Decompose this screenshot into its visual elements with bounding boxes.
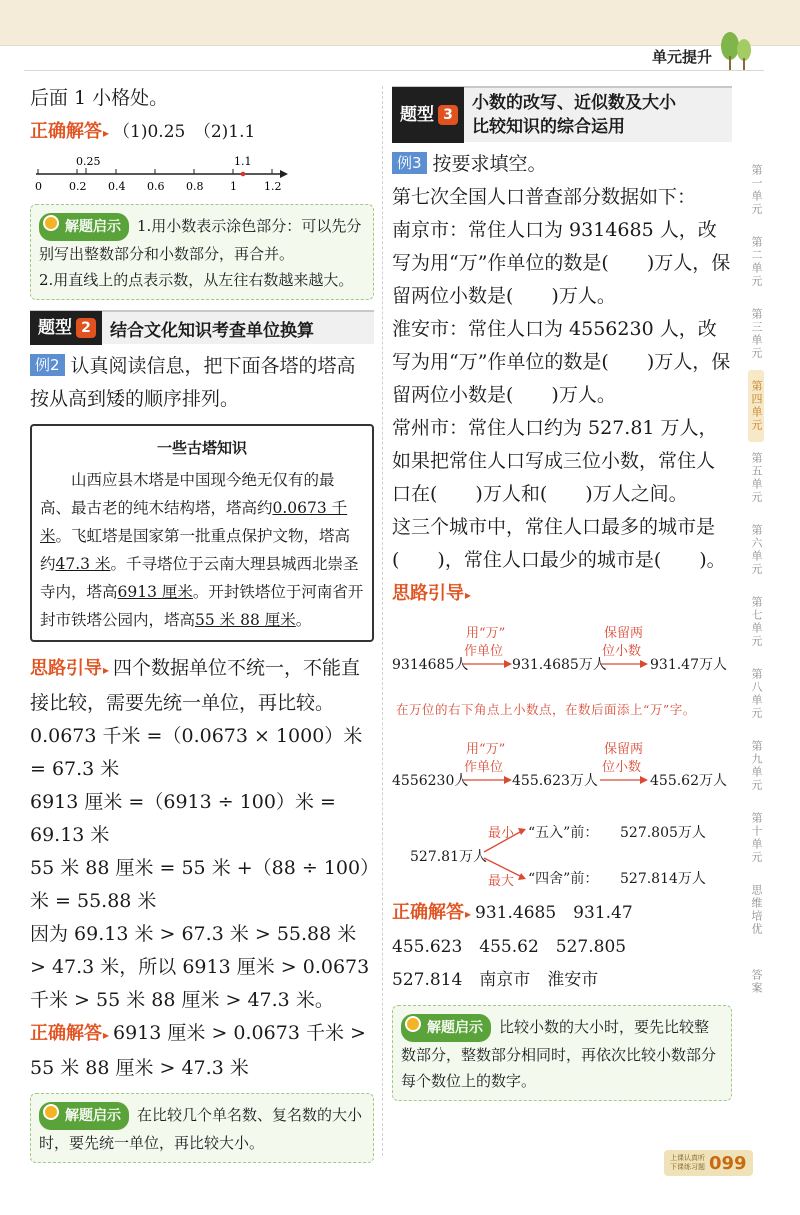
example2-tag: 例2 [30, 354, 65, 376]
flow-label: 用“万” [466, 742, 506, 757]
info-box [30, 424, 374, 642]
answer1-text: （1)0.25 （2)1.1 [113, 122, 256, 142]
type3-title-line: 小数的改写、近似数及大小 [472, 93, 676, 113]
flow-mid: 931.4685万人 [512, 657, 607, 673]
tip-line-1: 1.用小数表示涂色部分：可以先分别写出整数部分和小数部分，再合并。 [39, 217, 362, 263]
info-box-title: 一些古塔知识 [156, 439, 247, 457]
flow-note: 在万位的右下角点上小数点，在数后面添上“万”字。 [396, 702, 696, 717]
side-tab[interactable]: 答案 [750, 969, 763, 995]
flow-label: 位小数 [602, 644, 642, 659]
tip-badge [39, 1102, 129, 1130]
info-value: 0.0673 千米 [40, 499, 348, 545]
type3-number: 3 [438, 105, 458, 125]
side-tab[interactable]: 第九单元 [750, 740, 763, 792]
type3-tag [392, 87, 464, 143]
flow-diagram-1 [392, 612, 732, 704]
calc-line: 6913 厘米 =（6913 ÷ 100）米 = 69.13 米 [30, 791, 336, 846]
right-column [392, 82, 732, 1111]
example3-tag: 例3 [392, 152, 427, 174]
side-tab[interactable]: 第六单元 [750, 524, 763, 576]
number-line-label: 0.2 [69, 180, 87, 193]
guide-label: 思路引导 [392, 583, 464, 604]
number-line-mark: 1.1 [234, 155, 252, 168]
flow-label: 最小 [488, 826, 515, 841]
answer1-line [30, 115, 374, 150]
answer-line: 455.623 455.62 527.805 [392, 937, 627, 957]
tip-line-2: 2.用直线上的点表示数，从左往右数越来越大。 [39, 271, 354, 289]
number-line-mark: 0.25 [76, 155, 101, 168]
guide-text: 四个数据单位不统一，不能直接比较，需要先统一单位，再比较。 [30, 657, 361, 714]
flow-value: 527.805万人 [620, 825, 706, 841]
flow-label: 用“万” [466, 626, 506, 641]
type3-tag-label: 题型 [400, 105, 434, 125]
type2-tag [30, 311, 102, 345]
number-line-label: 0.6 [147, 180, 165, 193]
info-text: 山西应县木塔是中国现今绝无仅有的最高、最古老的纯木结构塔，塔高约 [40, 471, 335, 517]
header-rule [24, 70, 764, 71]
type2-title: 结合文化知识考查单位换算 [110, 320, 314, 341]
guide-line [392, 577, 732, 612]
flow-start: 4556230人 [392, 773, 469, 789]
side-tab[interactable]: 第八单元 [750, 668, 763, 720]
question-paragraph: 淮安市：常住人口为 4556230 人，改写为用“万”作单位的数是( )万人，保留两位小数是( )万人。 [392, 318, 731, 406]
triangle-icon: ▸ [103, 126, 110, 140]
side-tab[interactable]: 思维培优 [750, 884, 763, 936]
page-number: 099 [709, 1152, 747, 1174]
flow-end: 455.62万人 [650, 773, 727, 789]
info-value: 6913 厘米 [117, 583, 193, 601]
flow-rule: “四舍”前： [528, 871, 599, 887]
flow-label: 最大 [488, 874, 515, 889]
example2-line [30, 350, 374, 416]
tree-icon [718, 30, 754, 70]
side-tab[interactable]: 第十单元 [750, 812, 763, 864]
lightbulb-icon [43, 1104, 59, 1120]
answer-line [392, 896, 732, 931]
question-paragraph: 常州市：常住人口约为 527.81 万人，如果把常住人口写成三位小数，常住人口在( )万人和( )万人之间。 [392, 417, 718, 505]
calc-line: 55 米 88 厘米 = 55 米 +（88 ÷ 100）米 = 55.88 米 [30, 857, 370, 912]
flow-label: 保留两 [604, 626, 644, 641]
flow-label: 保留两 [604, 742, 644, 757]
lightbulb-icon [405, 1016, 421, 1032]
answer-label: 正确解答 [392, 902, 464, 923]
flow-diagram-3 [392, 820, 732, 890]
info-text: 。飞虹塔是国家第一批重点保护文物，塔高约 [40, 527, 351, 573]
side-tab[interactable]: 第三单元 [750, 308, 763, 360]
page-badge-caption [670, 1154, 705, 1172]
example2-text: 认真阅读信息，把下面各塔的塔高按从高到矮的顺序排列。 [30, 355, 356, 410]
answer2-text: 6913 厘米 > 0.0673 千米 > 55 米 88 厘米 > 47.3 米 [30, 1022, 366, 1079]
continuation-text: 后面 1 小格处。 [30, 87, 169, 109]
number-line-label: 0.4 [108, 180, 126, 193]
unit-title: 单元提升 [652, 48, 713, 66]
example3-line [392, 148, 732, 181]
tip-box [30, 1093, 374, 1163]
number-line [30, 152, 290, 196]
page-badge-caption-line: 上课认真听 [670, 1154, 705, 1162]
flow-end: 931.47万人 [650, 657, 727, 673]
type3-banner [392, 86, 732, 142]
question-paragraph: 第七次全国人口普查部分数据如下： [392, 186, 697, 208]
example3-text: 按要求填空。 [432, 153, 547, 175]
side-tab[interactable]: 第七单元 [750, 596, 763, 648]
side-tab-active[interactable]: 第四单元 [748, 370, 764, 442]
flow-label: 作单位 [464, 760, 504, 775]
number-line-label: 0 [35, 180, 42, 193]
column-divider [382, 86, 383, 1156]
number-line-label: 1.2 [264, 180, 282, 193]
guide-line [30, 652, 374, 720]
flow-value: 527.814万人 [620, 871, 706, 887]
tip-badge-label: 解题启示 [65, 1108, 121, 1124]
flow-diagram-2 [392, 728, 732, 820]
tip-badge [401, 1014, 491, 1042]
question-paragraph: 这三个城市中，常住人口最多的城市是( )，常住人口最少的城市是( )。 [392, 516, 726, 571]
flow-label: 位小数 [602, 760, 642, 775]
info-box-body [40, 466, 364, 634]
answer1-label: 正确解答 [30, 121, 102, 142]
flow-mid: 455.623万人 [512, 773, 598, 789]
type2-number: 2 [76, 318, 96, 338]
type3-title-line: 比较知识的综合运用 [472, 117, 625, 137]
info-text: 。千寻塔位于云南大理县城西北崇圣寺内，塔高 [40, 555, 359, 601]
info-value: 47.3 米 [55, 555, 111, 573]
lightbulb-icon [43, 215, 59, 231]
flow-label: 作单位 [464, 644, 504, 659]
side-tab[interactable]: 第一单元 [750, 164, 763, 216]
tip-text: 比较小数的大小时，要先比较整数部分，整数部分相同时，再依次比较小数部分每个数位上的数字。 [401, 1018, 717, 1090]
tip-badge [39, 213, 129, 241]
flow-start: 527.81万人 [410, 849, 487, 865]
triangle-icon: ▸ [465, 588, 472, 602]
answer2-label: 正确解答 [30, 1023, 102, 1044]
triangle-icon: ▸ [465, 907, 472, 921]
tip-box [392, 1005, 732, 1101]
number-line-label: 1 [230, 180, 237, 193]
side-tab[interactable]: 第五单元 [750, 452, 763, 504]
type2-banner [30, 310, 374, 344]
answer2-line [30, 1017, 374, 1085]
info-text: 。 [295, 611, 312, 629]
triangle-icon: ▸ [103, 663, 110, 677]
tip-badge-label: 解题启示 [427, 1020, 483, 1036]
type3-title [464, 91, 676, 139]
flow-start: 9314685人 [392, 657, 469, 673]
flow-rule: “五入”前： [528, 825, 599, 841]
calc-line: 0.0673 千米 =（0.0673 × 1000）米 = 67.3 米 [30, 725, 363, 780]
info-text: 。开封铁塔位于河南省开封市铁塔公园内，塔高 [40, 583, 364, 629]
side-tabs [748, 154, 784, 1018]
page-badge-caption-line: 下课练习题 [670, 1163, 705, 1171]
answer-text: 931.4685 931.47 [475, 903, 633, 923]
tip-box [30, 204, 374, 300]
question-paragraph: 南京市：常住人口为 9314685 人，改写为用“万”作单位的数是( )万人，保留两位小数是( )万人。 [392, 219, 731, 307]
page-number-badge [664, 1150, 753, 1176]
info-value: 55 米 88 厘米 [195, 611, 296, 629]
tip-badge-label: 解题启示 [65, 219, 121, 235]
guide-label: 思路引导 [30, 658, 102, 679]
tip-text: 在比较几个单名数、复名数的大小时，要先统一单位，再比较大小。 [39, 1106, 363, 1152]
answer-line: 527.814 南京市 淮安市 [392, 970, 599, 990]
number-line-label: 0.8 [186, 180, 204, 193]
left-column [30, 82, 374, 1173]
type2-tag-label: 题型 [38, 318, 72, 338]
triangle-icon: ▸ [103, 1028, 110, 1042]
header-band [0, 0, 800, 46]
side-tab[interactable]: 第二单元 [750, 236, 763, 288]
calc-line: 因为 69.13 米 > 67.3 米 > 55.88 米 > 47.3 米，所以 6913 厘米 > 0.0673 千米 > 55 米 88 厘米 > 47.3 米。 [30, 923, 370, 1011]
